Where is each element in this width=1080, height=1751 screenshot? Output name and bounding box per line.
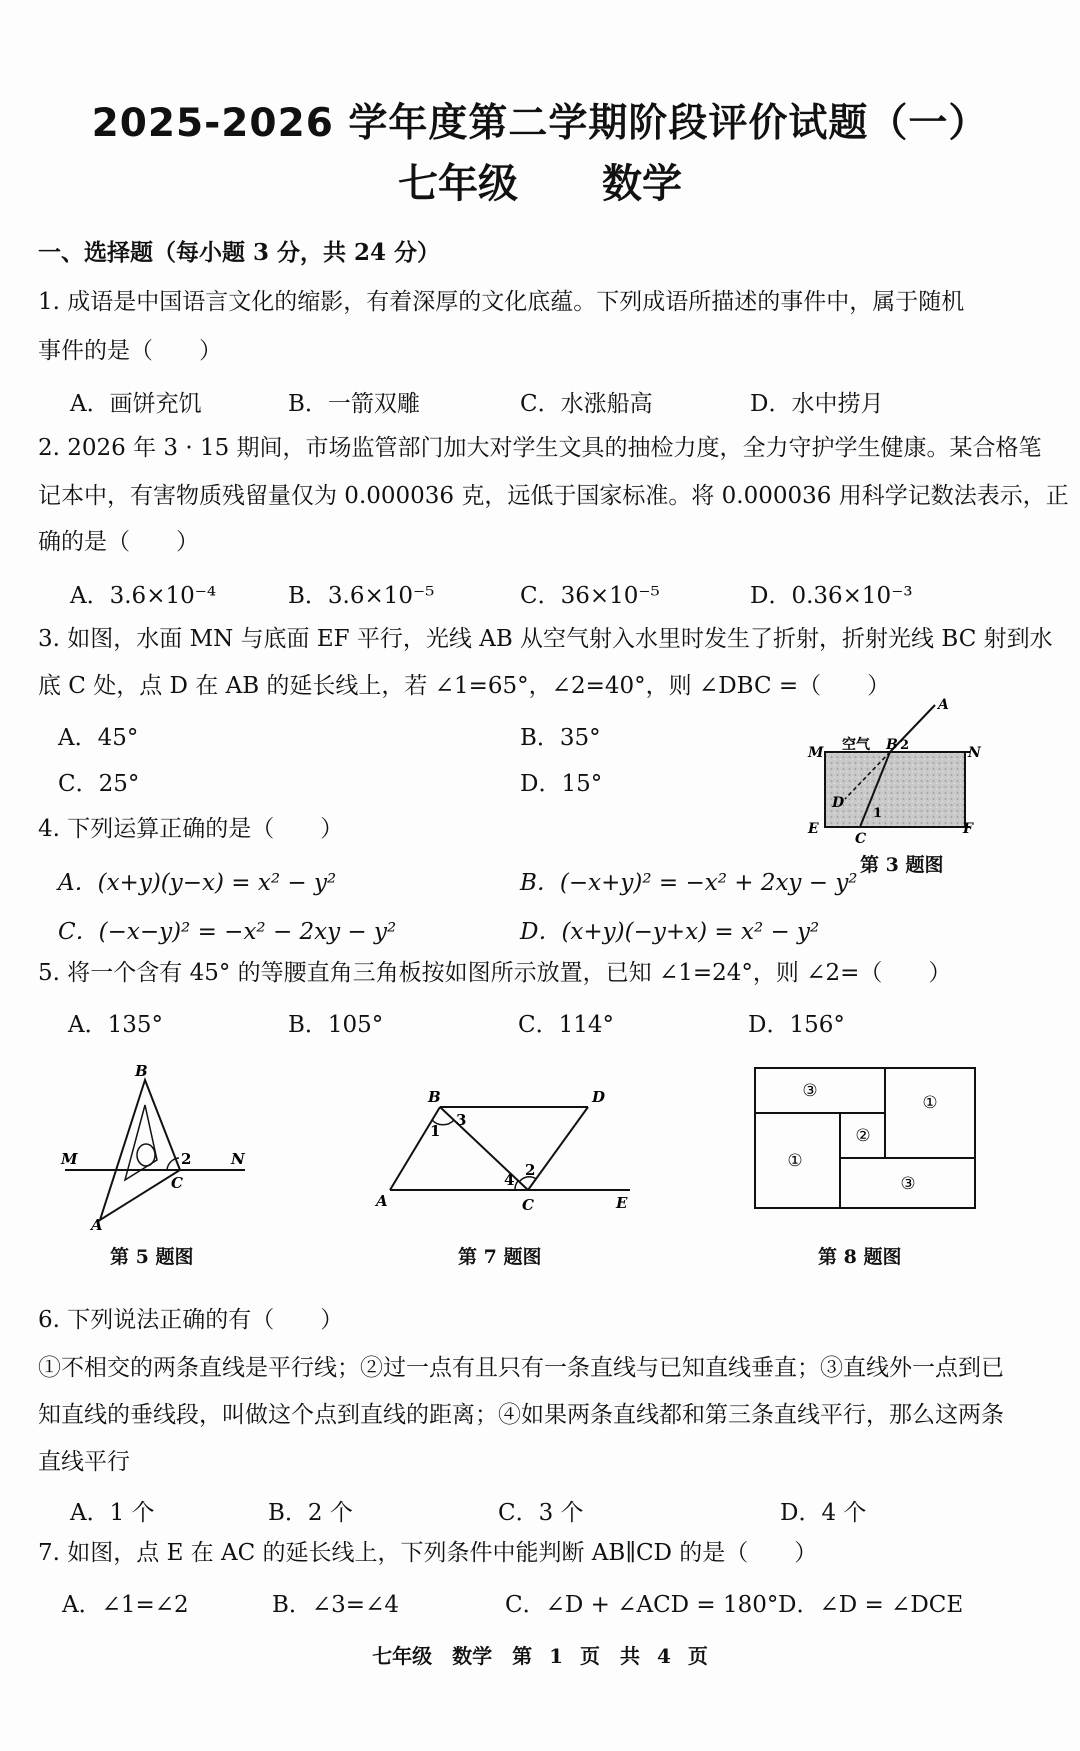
- q7-option-a: A．∠1=∠2: [62, 1592, 189, 1618]
- label-a: A: [376, 1192, 388, 1210]
- segment-dc: [528, 1107, 588, 1190]
- segment-ab: [390, 1107, 440, 1190]
- water-tank: [825, 752, 965, 827]
- region-2-middle: ②: [855, 1126, 871, 1146]
- q2-option-b: B．3.6×10⁻⁵: [288, 583, 435, 609]
- q4-option-d: D．(x+y)(−y+x) = x² − y²: [520, 919, 820, 945]
- region-1-left: ①: [787, 1151, 803, 1171]
- q3-option-b: B．35°: [520, 725, 601, 751]
- segment-bc: [440, 1107, 528, 1190]
- triangle-board: [100, 1080, 180, 1220]
- exam-title: 2025-2026 学年度第二学期阶段评价试题（一）: [91, 101, 989, 146]
- q5-line1: 5. 将一个含有 45° 的等腰直角三角板按如图所示放置，已知 ∠1=24°，则 ∠2=（ ）: [38, 960, 952, 986]
- q2-option-a: A．3.6×10⁻⁴: [70, 583, 217, 609]
- label-f: F: [963, 821, 973, 837]
- label-b: B: [428, 1088, 441, 1106]
- label-m: M: [61, 1150, 78, 1168]
- label-a: A: [91, 1216, 103, 1234]
- q5-option-c: C．114°: [518, 1012, 614, 1038]
- q1-line1: 1. 成语是中国语言文化的缩影，有着深厚的文化底蕴。下列成语所描述的事件中，属于随机: [38, 289, 965, 315]
- q5-option-d: D．156°: [748, 1012, 845, 1038]
- hole-circle: [137, 1144, 155, 1166]
- label-n: N: [968, 745, 981, 761]
- q4-option-a: A．(x+y)(y−x) = x² − y²: [58, 870, 337, 896]
- q3-line2: 底 C 处，点 D 在 AB 的延长线上，若 ∠1=65°，∠2=40°，则 ∠DBC =（ ）: [38, 673, 891, 699]
- q2-option-d: D．0.36×10⁻³: [750, 583, 913, 609]
- page-footer: 七年级 数学 第 1 页 共 4 页: [372, 1644, 708, 1668]
- label-c: C: [855, 831, 867, 845]
- q6-option-d: D．4 个: [780, 1500, 867, 1526]
- q4-option-c: C．(−x−y)² = −x² − 2xy − y²: [58, 919, 397, 945]
- label-angle-1: 1: [873, 806, 883, 821]
- label-d: D: [832, 795, 845, 811]
- q6-option-a: A．1 个: [70, 1500, 155, 1526]
- section-heading: 一、选择题（每小题 3 分，共 24 分）: [38, 239, 441, 266]
- q2-line1: 2. 2026 年 3 · 15 期间，市场监管部门加大对学生文具的抽检力度，全力守护学生健康。某合格笔: [38, 435, 1042, 461]
- figure-q3-caption: 第 3 题图: [860, 854, 944, 876]
- q6-line1: 6. 下列说法正确的有（ ）: [38, 1307, 344, 1333]
- q7-line1: 7. 如图，点 E 在 AC 的延长线上，下列条件中能判断 AB∥CD 的是（ ）: [38, 1540, 818, 1566]
- label-e: E: [808, 821, 819, 837]
- q6-option-b: B．2 个: [268, 1500, 353, 1526]
- q7-option-c: C．∠D + ∠ACD = 180°: [505, 1592, 779, 1618]
- label-m: M: [808, 745, 824, 761]
- label-c: C: [171, 1174, 183, 1192]
- label-angle-1: 1: [430, 1122, 441, 1140]
- figure-q8: [750, 1063, 980, 1213]
- label-angle-2: 2: [900, 738, 910, 753]
- q3-option-d: D．15°: [520, 771, 603, 797]
- region-3-top: ③: [802, 1081, 818, 1101]
- q6-line4: 直线平行: [38, 1449, 130, 1475]
- q7-option-b: B．∠3=∠4: [272, 1592, 399, 1618]
- q5-option-b: B．105°: [288, 1012, 384, 1038]
- label-angle-4: 4: [504, 1171, 515, 1189]
- q7-option-d: D．∠D = ∠DCE: [778, 1592, 964, 1618]
- q4-line1: 4. 下列运算正确的是（ ）: [38, 816, 344, 842]
- label-angle-3: 3: [456, 1111, 467, 1129]
- q1-option-c: C．水涨船高: [520, 391, 653, 417]
- figure-q8-caption: 第 8 题图: [818, 1246, 902, 1268]
- q3-option-c: C．25°: [58, 771, 140, 797]
- figure-q5-caption: 第 5 题图: [110, 1246, 194, 1268]
- q1-option-a: A．画饼充饥: [70, 391, 202, 417]
- q4-option-b: B．(−x+y)² = −x² + 2xy − y²: [520, 870, 858, 896]
- q3-option-a: A．45°: [58, 725, 139, 751]
- label-air: 空气: [842, 737, 870, 753]
- label-angle-2: 2: [181, 1150, 192, 1168]
- q6-option-c: C．3 个: [498, 1500, 584, 1526]
- q6-line3: 知直线的垂线段，叫做这个点到直线的距离；④如果两条直线都和第三条直线平行，那么这两条: [38, 1402, 1004, 1428]
- q2-option-c: C．36×10⁻⁵: [520, 583, 660, 609]
- q1-line2: 事件的是（ ）: [38, 338, 222, 364]
- label-c: C: [522, 1196, 534, 1214]
- label-a: A: [938, 697, 949, 713]
- figure-q5: [55, 1060, 255, 1235]
- q6-line2: ①不相交的两条直线是平行线；②过一点有且只有一条直线与已知直线垂直；③直线外一点到已: [38, 1355, 1004, 1381]
- label-n: N: [231, 1150, 245, 1168]
- q1-option-d: D．水中捞月: [750, 391, 884, 417]
- triangle-inner: [125, 1105, 157, 1180]
- q5-option-a: A．135°: [68, 1012, 164, 1038]
- figure-q7-caption: 第 7 题图: [458, 1246, 542, 1268]
- q2-line3: 确的是（ ）: [38, 529, 199, 555]
- label-e: E: [616, 1194, 628, 1212]
- region-1-right: ①: [922, 1093, 938, 1113]
- label-angle-2: 2: [525, 1161, 536, 1179]
- q1-option-b: B．一箭双雕: [288, 391, 420, 417]
- figure-q7: [370, 1080, 640, 1215]
- label-b: B: [135, 1062, 148, 1080]
- exam-subtitle: 七年级 数学: [398, 161, 682, 207]
- label-b: B: [886, 737, 898, 753]
- label-d: D: [592, 1088, 606, 1106]
- q2-line2: 记本中，有害物质残留量仅为 0.000036 克，远低于国家标准。将 0.000036 用科学记数法表示，正: [38, 483, 1069, 509]
- figure-q3: [800, 695, 990, 845]
- q3-line1: 3. 如图，水面 MN 与底面 EF 平行，光线 AB 从空气射入水里时发生了折射，折射光线 BC 射到水: [38, 626, 1053, 652]
- region-3-bottom: ③: [900, 1174, 916, 1194]
- angle-4-arc: [515, 1180, 519, 1190]
